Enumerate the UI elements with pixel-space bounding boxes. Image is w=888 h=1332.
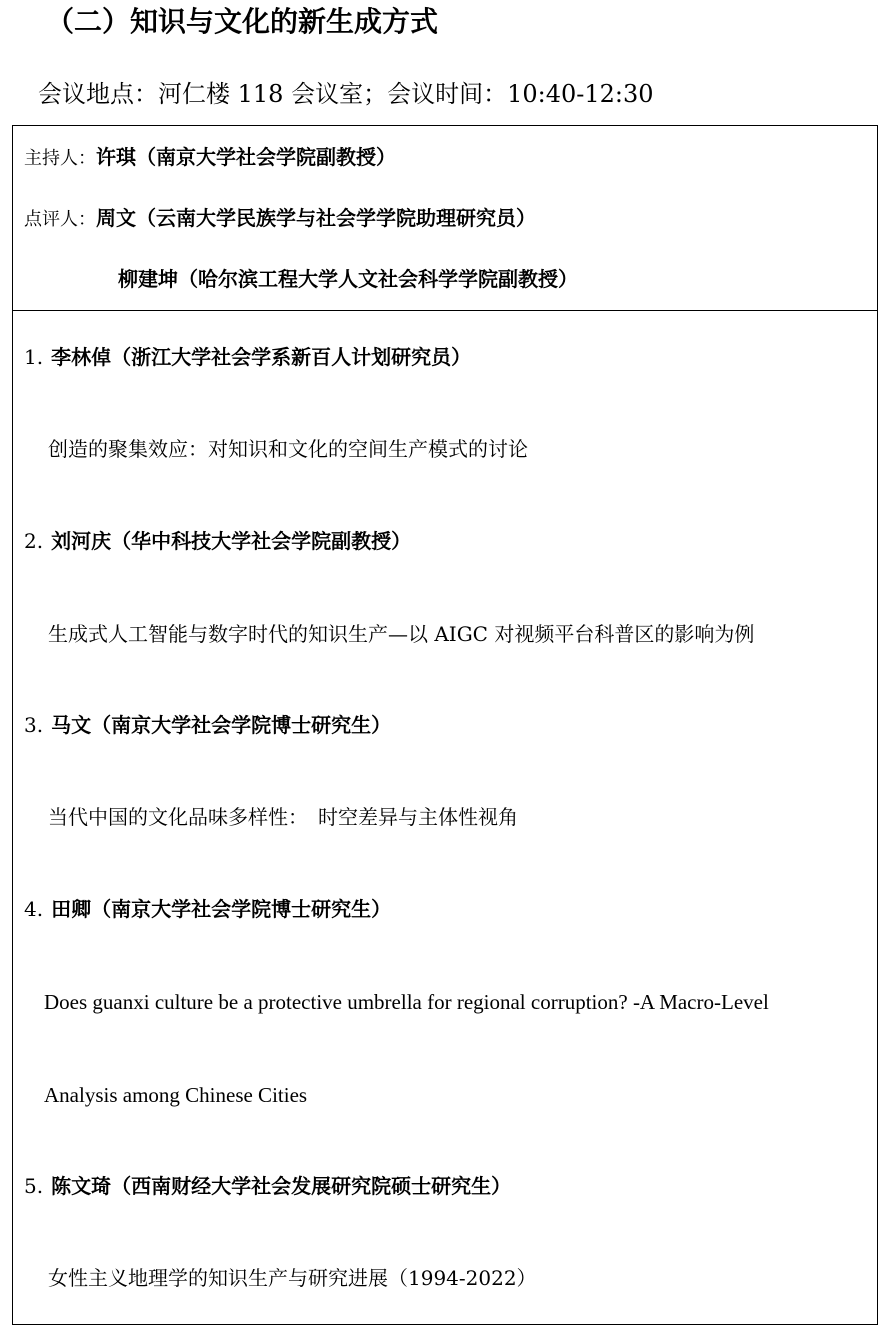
presentation-number: 5. xyxy=(24,1174,44,1198)
section-title: （二）知识与文化的新生成方式 xyxy=(46,5,439,38)
presentation-2-title: 生成式人工智能与数字时代的知识生产—以 AIGC 对视频平台科普区的影响为例 xyxy=(48,622,755,646)
chair-name: 许琪（南京大学社会学院副教授） xyxy=(96,145,396,169)
presenter-name: 田卿（南京大学社会学院博士研究生） xyxy=(51,897,392,921)
presenter-name: 马文（南京大学社会学院博士研究生） xyxy=(51,713,392,737)
discussant-name: 柳建坤（哈尔滨工程大学人文社会科学学院副教授） xyxy=(118,267,578,291)
presentation-number: 2. xyxy=(24,529,44,553)
chair-label: 主持人： xyxy=(24,148,96,169)
presentation-2-presenter xyxy=(24,526,411,558)
presenter-name: 李林倬（浙江大学社会学系新百人计划研究员） xyxy=(51,345,472,369)
presentation-number: 3. xyxy=(24,713,44,737)
presentation-number: 4. xyxy=(24,897,44,921)
discussant-name: 周文（云南大学民族学与社会学学院助理研究员） xyxy=(96,206,536,230)
presentation-number: 1. xyxy=(24,345,44,369)
presentation-4-title-line-2: Analysis among Chinese Cities xyxy=(44,1083,308,1107)
presentation-5-presenter xyxy=(24,1171,511,1203)
presentation-4-presenter xyxy=(24,894,391,926)
discussant-row xyxy=(24,203,536,235)
presentation-3-title: 当代中国的文化品味多样性： 时空差异与主体性视角 xyxy=(48,805,518,829)
meeting-info: 会议地点：河仁楼 118 会议室；会议时间：10:40-12:30 xyxy=(38,80,654,108)
discussant-row xyxy=(118,264,578,296)
presenter-name: 刘河庆（华中科技大学社会学院副教授） xyxy=(51,529,412,553)
presenter-name: 陈文琦（西南财经大学社会发展研究院硕士研究生） xyxy=(51,1174,512,1198)
presentation-1-title: 创造的聚集效应：对知识和文化的空间生产模式的讨论 xyxy=(48,437,528,461)
presentation-4-title-line-1: Does guanxi culture be a protective umbrella for regional corruption? -A Macro-Level xyxy=(44,990,769,1014)
discussant-label: 点评人： xyxy=(24,209,96,230)
table-divider xyxy=(12,310,878,311)
presentation-5-title: 女性主义地理学的知识生产与研究进展（1994-2022） xyxy=(48,1266,537,1290)
presentation-1-presenter xyxy=(24,342,471,374)
presentation-3-presenter xyxy=(24,710,391,742)
chair-row xyxy=(24,142,396,174)
